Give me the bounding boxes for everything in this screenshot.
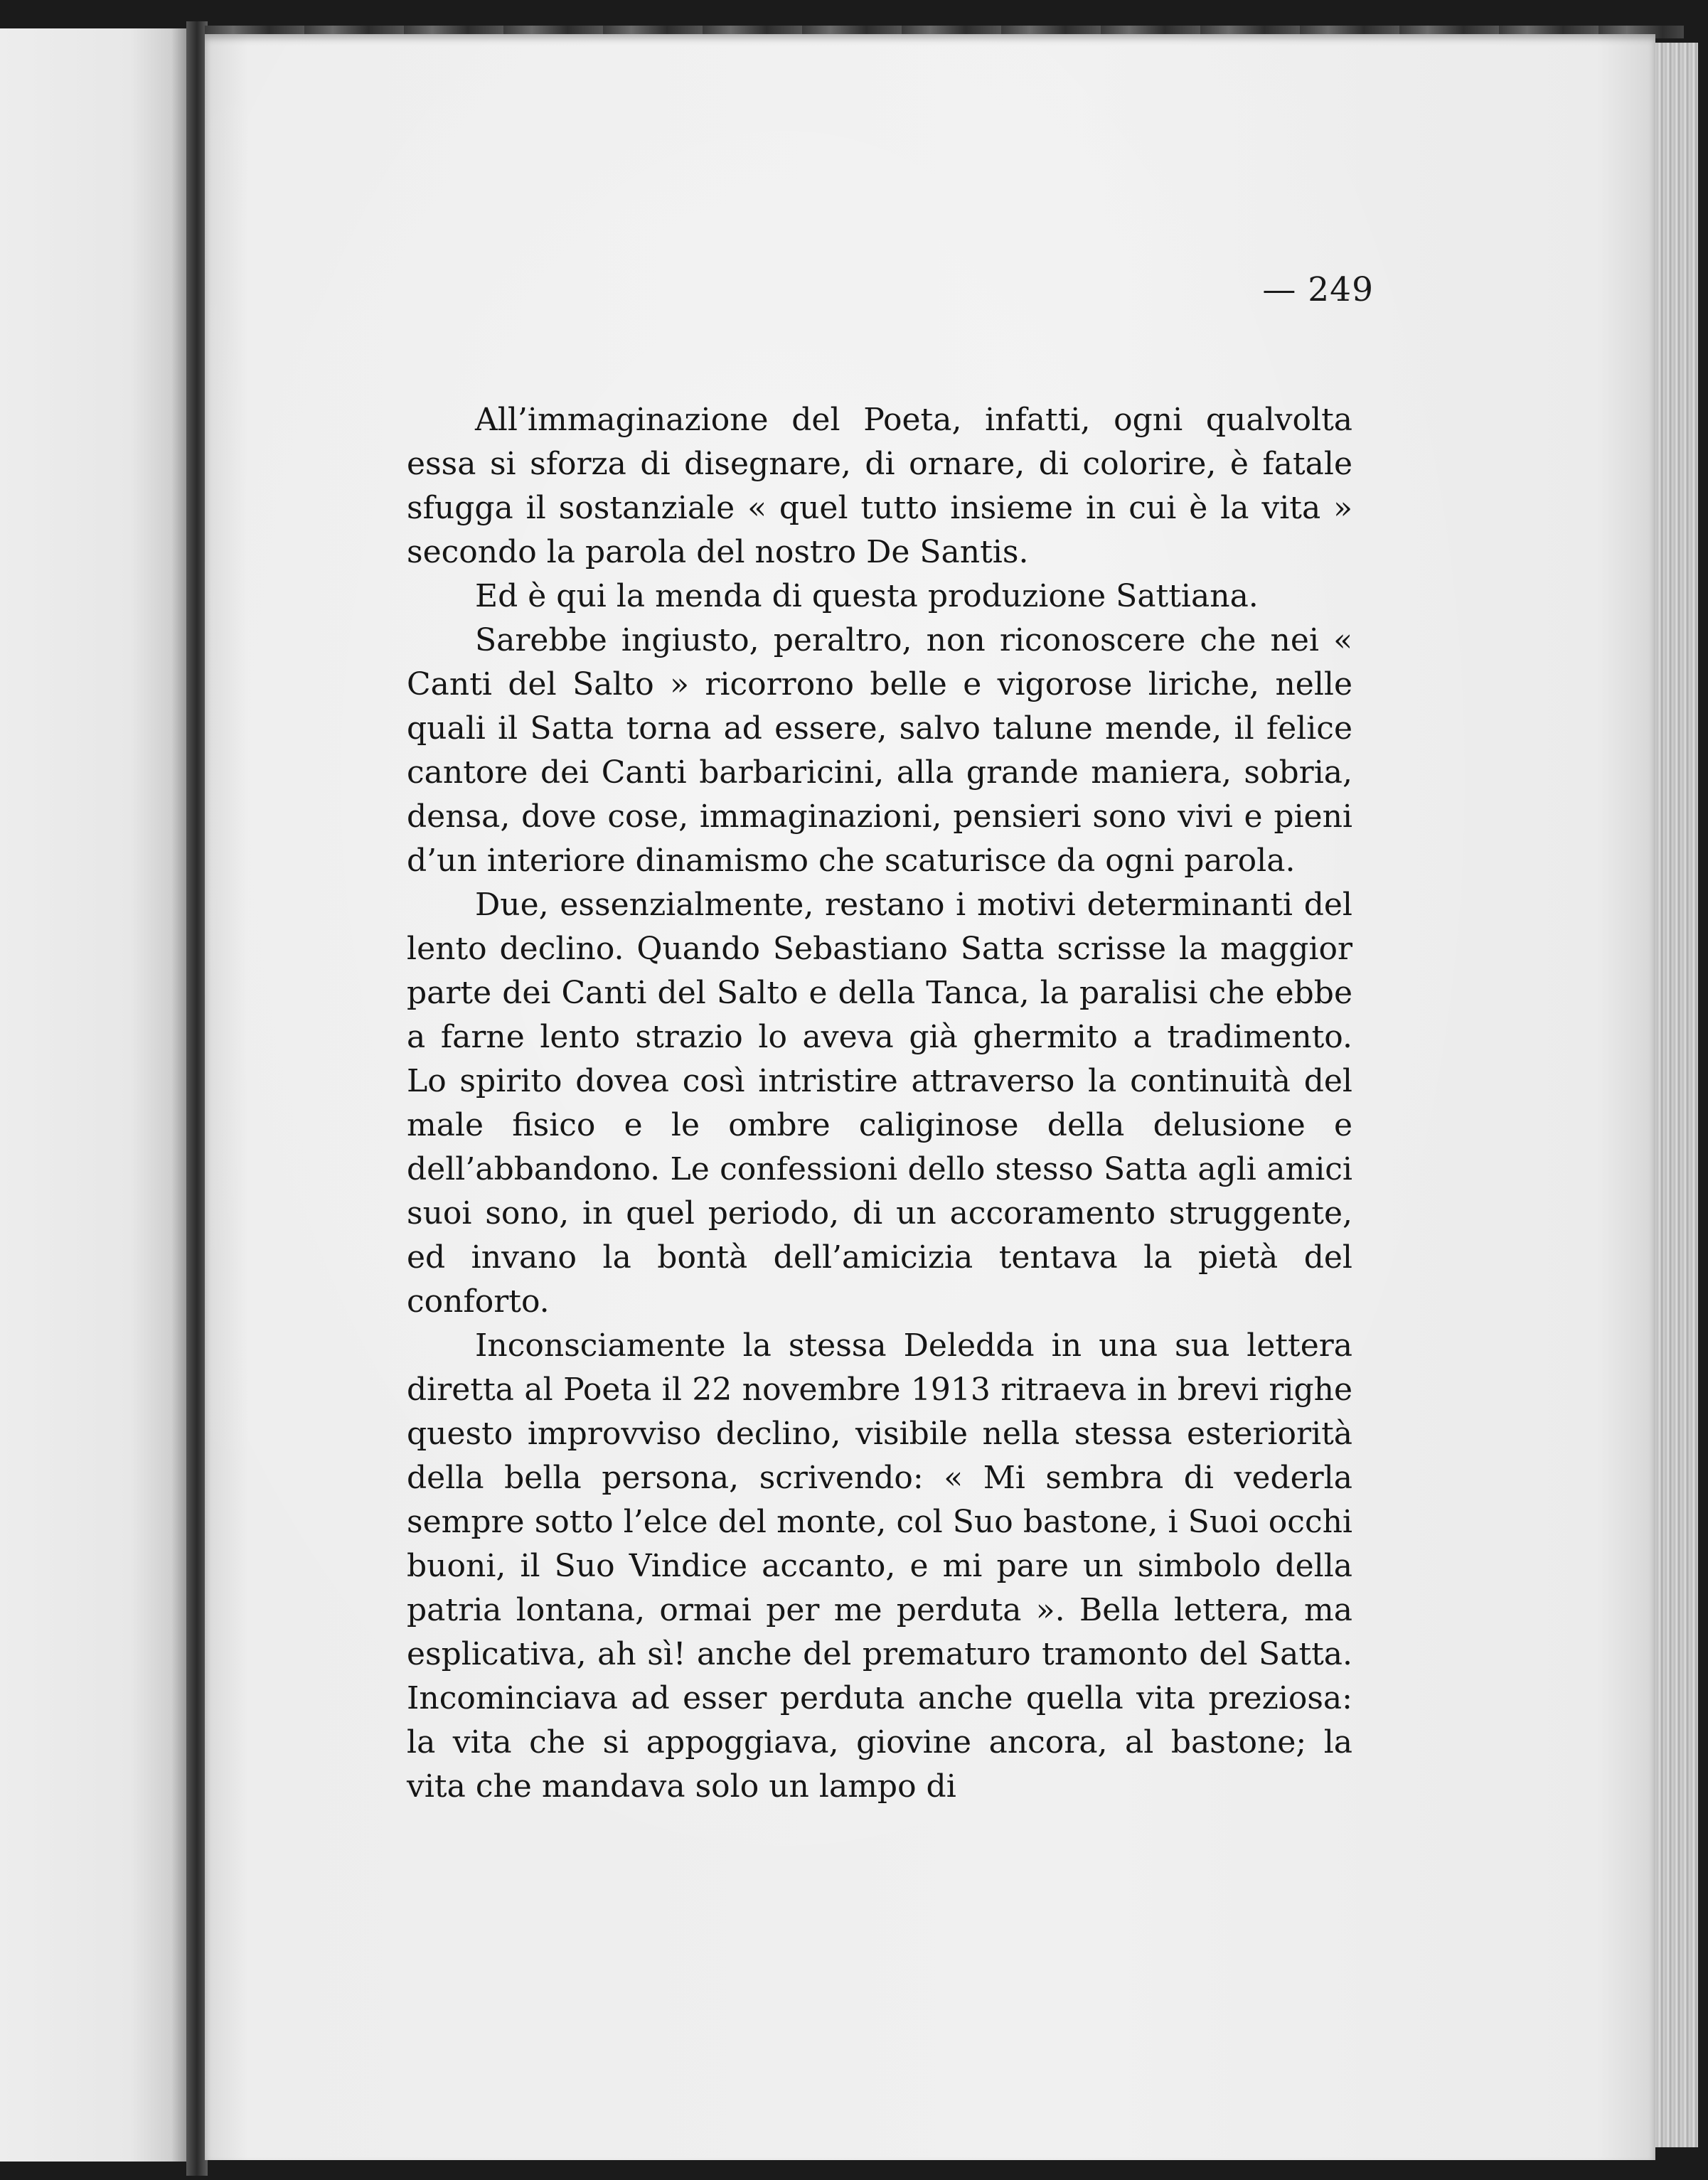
page-number: — 249 bbox=[1262, 270, 1374, 309]
paragraph-2: Ed è qui la menda di questa produzione Sattiana. bbox=[475, 578, 1259, 614]
right-page-edges bbox=[1655, 43, 1698, 2147]
paragraph-4: Due, essenzialmente, restano i motivi determinanti del lento declino. Quando Sebastiano Satta scrisse la maggior parte dei Canti del Salto e della Tanca, la paralisi che ebbe a farne lento strazio lo aveva già ghermito a tradimento. Lo spirito dovea così intristire attraverso la continuità del male fisico e le ombre caliginose della delusione e dell’abbandono. Le confessioni dello stesso Satta agli amici suoi sono, in quel periodo, di un accoramento struggente, ed invano la bontà dell’amicizia tentava la pietà del conforto. bbox=[407, 887, 1352, 1320]
left-page-edge bbox=[0, 28, 186, 2162]
paragraph-5: Inconsciamente la stessa Deledda in una sua lettera diretta al Poeta il 22 novembre 1913 ritraeva in brevi righe questo improvviso declino, visibile nella stessa esteriorità della bella persona, scrivendo: « Mi sembra di vederla sempre sotto l’elce del monte, col Suo bastone, i Suoi occhi buoni, il Suo Vindice accanto, e mi pare un simbolo della patria lontana, ormai per me perduta ». Bella lettera, ma esplicativa, ah sì! anche del prematuro tramonto del Satta. Incominciava ad esser perduta anche quella vita preziosa: la vita che si appoggiava, giovine ancora, al bastone; la vita che mandava solo un lampo di bbox=[407, 1327, 1352, 1805]
paragraph-3: Sarebbe ingiusto, peraltro, non riconoscere che nei « Canti del Salto » ricorrono belle e vigorose liriche, nelle quali il Satta torna ad essere, salvo talune mende, il felice cantore dei Canti barbaricini, alla grande maniera, sobria, densa, dove cose, immaginazioni, pensieri sono vivi e pieni d’un interiore dinamismo che scaturisce da ogni parola. bbox=[407, 622, 1352, 879]
body-text bbox=[407, 398, 1352, 1809]
paragraph-1: All’immaginazione del Poeta, infatti, ogni qualvolta essa si sforza di disegnare, di ornare, di colorire, è fatale sfugga il sostanziale « quel tutto insieme in cui è la vita » secondo la parola del nostro De Santis. bbox=[407, 402, 1352, 570]
